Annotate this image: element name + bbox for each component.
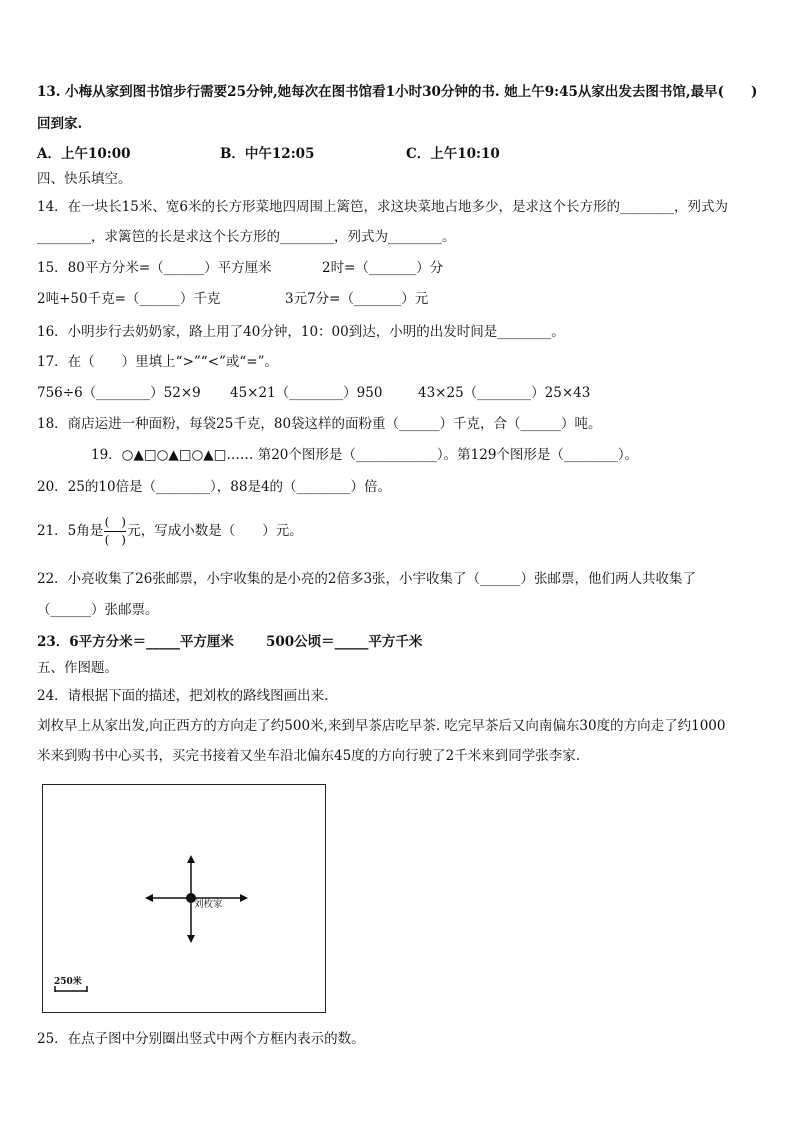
q20: 20．25的10倍是（________），88是4的（________）倍。 (37, 479, 392, 495)
q15-b: 2时=（_______）分 (322, 260, 444, 276)
q24-line2: 米来到购书中心买书，买完书接着又坐车沿北偏东45度的方向行驶了2千米来到同学张李家. (37, 748, 581, 764)
q23-a: 23．6平方分米＝_____平方厘米 (37, 634, 234, 650)
fraction-bar (104, 531, 126, 532)
q21-prefix: 21．5角是 (37, 523, 104, 539)
q17-c: 43×25（________）25×43 (418, 385, 591, 401)
q15-a: 15．80平方分米=（______）平方厘米 (37, 260, 272, 276)
q14-line1: 14．在一块长15米、宽6米的长方形菜地四周围上篱笆，求这块菜地占地多少，是求这个长方形的________，列式为 (37, 199, 728, 215)
section-4-title: 四、快乐填空。 (37, 171, 132, 187)
q15-d: 3元7分=（_______）元 (285, 291, 429, 307)
q16: 16．小明步行去奶奶家，路上用了40分钟，10：00到达，小明的出发时间是________。 (37, 324, 565, 340)
q15-c: 2吨+50千克=（______）千克 (37, 291, 221, 307)
q24-title: 24．请根据下面的描述，把刘枚的路线图画出来. (37, 688, 329, 704)
compass-diagram (43, 785, 324, 1011)
q23-b: 500公顷＝_____平方千米 (266, 634, 423, 650)
q13-option-a[interactable]: A．上午10:00 (37, 146, 131, 162)
q13-option-c[interactable]: C．上午10:10 (406, 146, 500, 162)
q21 (37, 513, 303, 549)
q19: 19．○▲□○▲□○▲□…… 第20个图形是（____________）。第129个图形是（________）。 (91, 447, 639, 463)
q17-title: 17．在（ ）里填上“>”“<”或“=”。 (37, 354, 279, 370)
q13-options (37, 146, 500, 162)
q22-line2: （______）张邮票。 (37, 602, 159, 618)
q13-line2: 回到家. (37, 116, 83, 132)
section-5-title: 五、作图题。 (37, 660, 118, 676)
q18: 18．商店运进一种面粉，每袋25千克，80袋这样的面粉重（______）千克，合（______）吨。 (37, 416, 602, 432)
q21-denominator: ( ) (104, 533, 126, 547)
q21-numerator: ( ) (104, 515, 126, 529)
q23-row (37, 634, 422, 650)
home-label: 刘枚家 (194, 899, 223, 910)
q17-row (37, 385, 590, 401)
q14-line2: ________，求篱笆的长是求这个长方形的________，列式为________。 (37, 229, 456, 245)
q13-line1: 13. 小梅从家到图书馆步行需要25分钟,她每次在图书馆看1小时30分钟的书. 她上午9:45从家出发去图书馆,最早( ) (37, 84, 758, 100)
q22-line1: 22．小亮收集了26张邮票，小宇收集的是小亮的2倍多3张，小宇收集了（______）张邮票，他们两人共收集了 (37, 571, 697, 587)
q13-option-b[interactable]: B．中午12:05 (220, 146, 315, 162)
q17-a: 756÷6（________）52×9 (37, 385, 201, 401)
q21-suffix: 元，写成小数是（ ）元。 (127, 523, 303, 539)
route-map-box[interactable] (42, 784, 326, 1013)
q17-b: 45×21（________）950 (230, 385, 383, 401)
q15-row2 (37, 291, 428, 307)
q25: 25．在点子图中分别圈出竖式中两个方框内表示的数。 (37, 1031, 365, 1047)
q15-row1 (37, 260, 443, 276)
q24-line1: 刘枚早上从家出发,向正西方的方向走了约500米,来到早茶店吃早茶. 吃完早茶后又向南偏东30度的方向走了约1000 (37, 718, 726, 734)
q21-fraction (104, 516, 126, 547)
scale-label: 250米 (54, 977, 82, 987)
